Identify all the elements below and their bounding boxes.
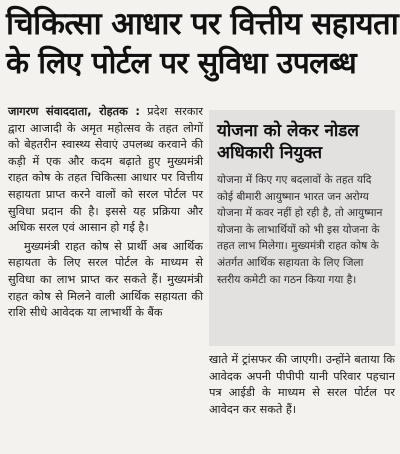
dateline: जागरण संवाददाता, रोहतक : bbox=[8, 105, 140, 118]
headline-line-1: चिकित्सा आधार पर वित्तीय सहायता bbox=[6, 6, 399, 42]
article-paragraph-1 bbox=[8, 104, 203, 237]
article-paragraph-1-text: प्रदेश सरकार द्वारा आजादी के अमृत महोत्सव के तहत लोगों को बेहतरीन स्वास्थ्य सेवाएं उपलब्ध करवाने की कड़ी में एक और कदम बढ़ाते हुए मुख्यमंत्री राहत कोष के तहत चिकित्सा आधार पर वित्तीय सहायता प्राप्त करने वालों को सरल पोर्टल पर सुविधा प्रदान की है। इससे यह प्रक्रिया और अधिक सरल एवं आसान हो गई है। bbox=[8, 105, 203, 235]
article-column-right bbox=[209, 352, 395, 418]
sidebar-box bbox=[209, 110, 395, 346]
article-paragraph-2: मुख्यमंत्री राहत कोष से प्रार्थी अब आर्थिक सहायता के लिए सरल पोर्टल के माध्यम से सुविधा का लाभ प्राप्त कर सकते हैं। मुख्यमंत्री राहत कोष से मिलने वाली आर्थिक सहायता की राशि सीधे आवेदक या लाभार्थी के बैंक bbox=[8, 239, 203, 320]
headline-line-2: के लिए पोर्टल पर सुविधा उपलब्ध bbox=[6, 46, 357, 81]
sidebar-body: योजना में किए गए बदलावों के तहत यदि कोई बीमारी आयुष्मान भारत जन अरोग्य योजना में कवर नहीं हो रही है, तो आयुष्मान योजना के लाभार्थियों को भी इस योजना के तहत लाभ मिलेगा। मुख्यमंत्री राहत कोष के अंतर्गत आर्थिक सहायता के लिए जिला स्तरीय कमेटी का गठन किया गया है। bbox=[217, 174, 383, 286]
sidebar-heading: योजना को लेकर नोडल अधिकारी नियुक्त bbox=[217, 121, 359, 163]
article-column-left bbox=[8, 104, 203, 322]
article-paragraph-2-continued: खाते में ट्रांसफर की जाएगी। उन्होंने बताया कि आवेदक अपनी पीपीपी यानी परिवार पहचान पत्र आईडी के माध्यम से सरल पोर्टल पर आवेदन कर सकते हैं। bbox=[209, 353, 395, 416]
headline bbox=[6, 4, 399, 84]
